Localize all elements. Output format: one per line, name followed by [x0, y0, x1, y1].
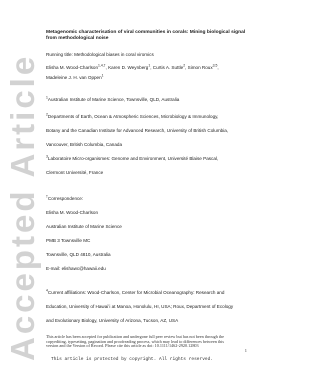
current-affiliations-line-1	[46, 290, 224, 295]
author-name: Madeleine J. H. van Oppen	[46, 75, 102, 80]
current-affiliations-line-3: and Evolutionary Biology, University of Arizona, Tucson, AZ, USA	[46, 318, 179, 323]
disclaimer-line: copyediting, typesetting, pagination and proofreading process, which may lead to differences between this	[46, 338, 224, 344]
current-affiliations-text: Current affiliations: Wood-Charlson, Center for Microbial Oceanography: Research and	[47, 290, 225, 295]
author-name: , Simon Roux	[185, 65, 213, 70]
disclaimer-line: This article has been accepted for publication and undergone full peer review but has not been through the	[46, 334, 224, 339]
correspondence-label: †Correspondence:	[46, 194, 84, 201]
author-superscript: 3,5	[212, 63, 218, 68]
affiliation-text: Departments of Earth, Ocean & Atmospheric Sciences, Microbiology & Immunology,	[47, 114, 219, 119]
affiliation-2	[46, 114, 218, 119]
acceptance-disclaimer	[46, 335, 246, 349]
author-line-1	[46, 65, 219, 70]
affiliation-superscript: 1	[46, 95, 48, 100]
dagger-mark: †	[46, 194, 48, 199]
affiliation-3-cont: Clermont Université, France	[46, 170, 104, 175]
affiliation-text: Australian Institute of Marine Science, Townsville, QLD, Australia	[47, 97, 180, 102]
affiliation-text: Laboratoire Micro-organismes: Genome and Environment, Université Blaise Pascal,	[47, 156, 219, 161]
copyright-notice: This article is protected by copyright. All rights reserved.	[50, 357, 214, 362]
paper-title-line-1: Metagenomic characterisation of viral communities in corals: Mining biological signal	[46, 30, 246, 35]
author-name: Elisha M. Wood-Charlson	[46, 65, 98, 70]
author-superscript: 1	[101, 73, 104, 78]
correspondence-address-2: Townsville, QLD 4810, Australia	[46, 252, 111, 257]
affiliation-3	[46, 156, 218, 161]
author-superscript: 1,4,†	[98, 63, 106, 68]
accepted-article-watermark: Accepted Article	[4, 53, 41, 361]
current-affiliations-line-2: Education, University of Hawaiʻi at Manoa, Honolulu, HI, USA; Roux, Department of Ecology	[46, 304, 234, 309]
author-separator: ,	[217, 65, 219, 70]
correspondence-address-1: PMB 3 Townsville MC	[46, 238, 91, 243]
affiliation-superscript: 2	[46, 112, 48, 117]
running-title: Running title: Methodological biases in coral viromics	[46, 52, 154, 57]
affiliation-1	[46, 97, 179, 102]
affiliation-2-cont: Botany and the Canadian Institute for Advanced Research, University of British Columbia,	[46, 128, 229, 133]
author-name: , Curtis A. Suttle	[150, 65, 184, 70]
affiliation-superscript: 4	[46, 288, 48, 293]
correspondence-name: Elisha M. Wood-Charlson	[46, 210, 98, 215]
disclaimer-line: version and the Version of Record. Please cite this article as doi: 10.1111/1462-2920.12803	[46, 343, 199, 349]
page-number: 1	[244, 348, 247, 353]
affiliation-2-cont: Vancouver, British Columbia, Canada	[46, 142, 123, 147]
correspondence-email[interactable]: E-mail: elishawc@hawaii.edu	[46, 266, 106, 271]
affiliation-superscript: 3	[46, 154, 48, 159]
author-name: , Karen D. Weynberg	[105, 65, 149, 70]
author-line-2	[46, 75, 104, 80]
author-superscript: 2	[183, 63, 186, 68]
paper-title-line-2: from methodological noise	[46, 36, 109, 41]
correspondence-institution: Australian Institute of Marine Science	[46, 224, 122, 229]
author-superscript: 1	[148, 63, 151, 68]
